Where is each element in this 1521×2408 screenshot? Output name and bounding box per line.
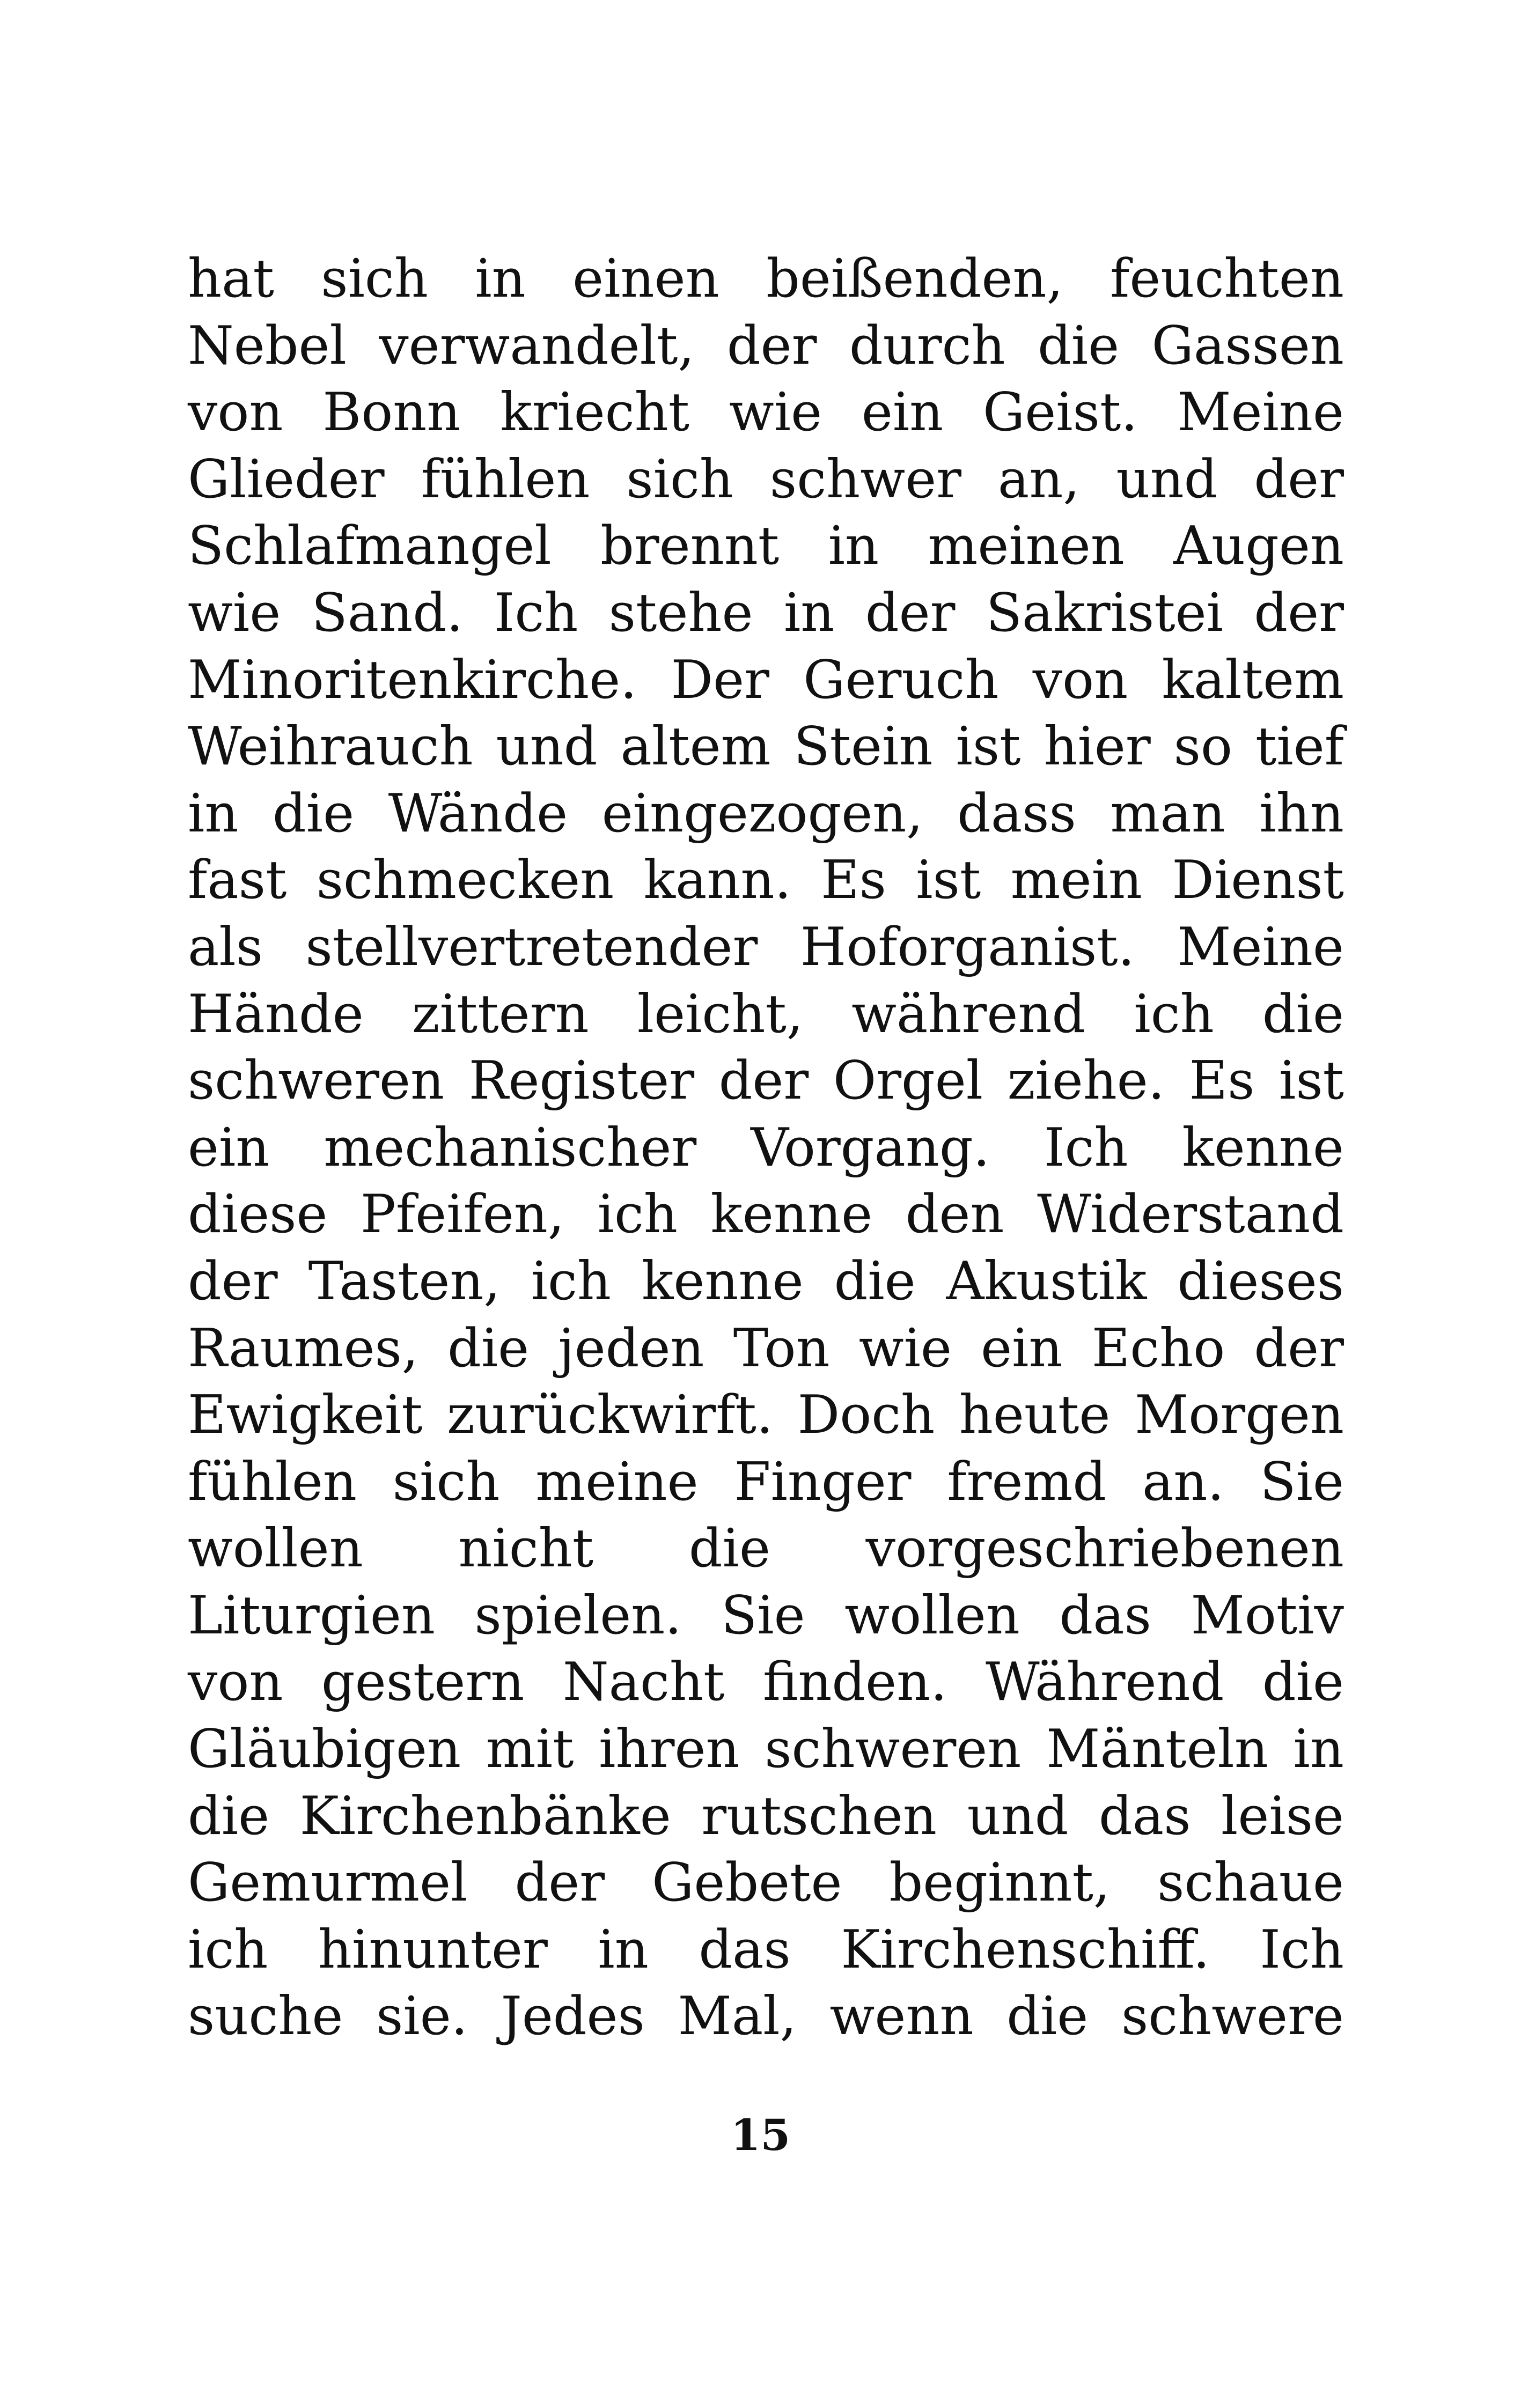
page-number: 15: [730, 2110, 791, 2160]
text-line: die Kirchenbänke rutschen und das leise: [188, 1785, 1344, 1847]
text-line: fühlen sich meine Finger fremd an. Sie: [188, 1451, 1344, 1513]
text-line: Gläubigen mit ihren schweren Mänteln in: [188, 1719, 1344, 1780]
text-line: Liturgien spielen. Sie wollen das Motiv: [188, 1585, 1344, 1646]
text-line: Ewigkeit zurückwirft. Doch heute Morgen: [188, 1385, 1344, 1446]
text-line: als stellvertretender Hoforganist. Meine: [188, 916, 1344, 978]
text-line: diese Pfeifen, ich kenne den Widerstand: [188, 1184, 1344, 1246]
text-line: Hände zittern leicht, während ich die: [188, 983, 1344, 1045]
text-line: der Tasten, ich kenne die Akustik dieses: [188, 1250, 1344, 1312]
text-line: suche sie. Jedes Mal, wenn die schwere: [188, 1986, 1344, 2048]
text-line: Gemurmel der Gebete beginnt, schaue: [188, 1852, 1344, 1914]
text-line: in die Wände eingezogen, dass man ihn: [188, 783, 1344, 844]
text-line: Raumes, die jeden Ton wie ein Echo der: [188, 1317, 1344, 1379]
text-line: hat sich in einen beißenden, feuchten: [188, 248, 1344, 310]
text-line: Schlafmangel brennt in meinen Augen: [188, 516, 1344, 577]
text-line: Weihrauch und altem Stein ist hier so tief: [188, 716, 1344, 778]
text-line: ich hinunter in das Kirchenschiff. Ich: [188, 1919, 1344, 1980]
text-line: Nebel verwandelt, der durch die Gassen: [188, 315, 1344, 377]
text-line: wollen nicht die vorgeschriebenen: [188, 1518, 1344, 1580]
text-line: Minoritenkirche. Der Geruch von kaltem: [188, 649, 1344, 711]
text-line: von Bonn kriecht wie ein Geist. Meine: [188, 382, 1344, 444]
body-text: [188, 246, 1344, 2050]
text-line: von gestern Nacht finden. Während die: [188, 1652, 1344, 1713]
text-line: wie Sand. Ich stehe in der Sakristei der: [188, 582, 1344, 644]
text-line: ein mechanischer Vorgang. Ich kenne: [188, 1117, 1344, 1179]
text-line: schweren Register der Orgel ziehe. Es ist: [188, 1050, 1344, 1112]
text-line: fast schmecken kann. Es ist mein Dienst: [188, 850, 1344, 911]
text-line: Glieder fühlen sich schwer an, und der: [188, 448, 1344, 510]
